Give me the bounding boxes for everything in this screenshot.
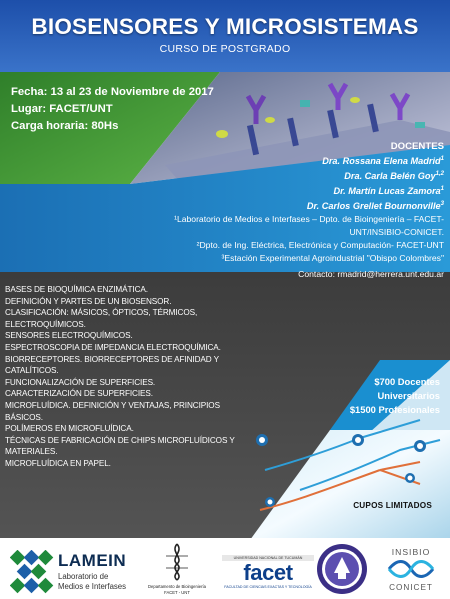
topic-item: MICROFLUÍDICA. DEFINICIÓN Y VENTAJAS, PRINCIPIOS BÁSICOS.: [5, 400, 220, 422]
facet-faculty: FACULTAD DE CIENCIAS EXACTAS Y TECNOLOGÍA: [224, 585, 312, 589]
docente-name: Dra. Carla Belén Goy$^{1,2}$: [344, 171, 444, 182]
course-date: Fecha: 13 al 23 de Noviembre de 2017: [11, 86, 214, 98]
course-info: [11, 84, 214, 135]
price-profesionales: $1500 Profesionales: [349, 404, 440, 415]
affiliation-2: ²Dpto. de Ing. Eléctrica, Electrónica y Computación- FACET-UNT: [196, 240, 444, 251]
topic-item: CLASIFICACIÓN: MÁSICOS, ÓPTICOS, TÉRMICOS, ELECTROQUÍMICOS.: [5, 308, 198, 329]
course-title: BIOSENSORES Y MICROSISTEMAS: [31, 14, 419, 39]
topic-item: BIORRECEPTORES. BIORRECEPTORES DE AFINIDAD Y CATALÍTICOS.: [5, 354, 219, 376]
course-location: Lugar: FACET/UNT: [11, 103, 113, 115]
topic-item: ESPECTROSCOPIA DE IMPEDANCIA ELECTROQUÍMICA.: [5, 342, 221, 352]
conicet-logo: CONICET: [389, 583, 433, 592]
conicet-logo-icon: [387, 559, 435, 579]
course-hours: Carga horaria: 80Hs: [11, 120, 119, 132]
price-docentes-sub: Universitarios: [377, 390, 440, 401]
affiliation-3: ³Estación Experimental Agroindustrial "Obispo Colombres": [221, 253, 444, 264]
limited-spots: CUPOS LIMITADOS: [353, 501, 432, 510]
logo-strip: [0, 538, 450, 599]
topic-item: FUNCIONALIZACIÓN DE SUPERFICIES.: [5, 377, 156, 387]
lamein-logo-icon: [10, 550, 54, 594]
topic-item: SENSORES ELECTROQUÍMICOS.: [5, 331, 133, 341]
topics-list: [5, 284, 237, 470]
course-subtitle: CURSO DE POSTGRADO: [159, 43, 291, 55]
bioengineering-dept-name: Departamento de Bioingeniería FACET - UNT: [148, 584, 206, 595]
docente-name: Dr. Carlos Grellet Bournonville$^3$: [306, 201, 444, 212]
lamein-name: LAMEIN: [58, 551, 127, 570]
docente-name: Dr. Martín Lucas Zamora$^1$: [333, 186, 444, 197]
topic-item: BASES DE BIOQUÍMICA ENZIMÁTICA.: [5, 285, 148, 294]
bioengineering-dept-logo-icon: [160, 542, 194, 582]
docentes-section: [144, 140, 444, 282]
docentes-heading: DOCENTES: [390, 141, 444, 152]
contact-email[interactable]: Contacto: rmadrid@herrera.unt.edu.ar: [298, 269, 444, 280]
insibio-logo: INSIBIO: [391, 547, 431, 557]
lamein-subtitle: Laboratorio de Medios e Interfases: [58, 572, 127, 591]
facet-logo: facet: [243, 560, 293, 585]
topic-item: DEFINICIÓN Y PARTES DE UN BIOSENSOR.: [5, 296, 172, 306]
topic-item: TÉCNICAS DE FABRICACIÓN DE CHIPS MICROFLUÍDICOS Y MATERIALES.: [5, 435, 235, 457]
topic-item: POLÍMEROS EN MICROFLUÍDICA.: [5, 424, 134, 434]
topic-item: MICROFLUÍDICA EN PAPEL.: [5, 458, 111, 468]
affiliation-1: ¹Laboratorio de Medios e Interfases – Dpto. de Bioingeniería – FACET-UNT/INSIBIO-CONICET.: [174, 214, 444, 238]
university-seal-icon: [316, 543, 368, 595]
pricing: [330, 375, 440, 417]
topic-item: CARACTERIZACIÓN DE SUPERFICIES.: [5, 389, 153, 399]
price-docentes: $700 Docentes: [374, 376, 440, 387]
docente-name: Dra. Rossana Elena Madrid$^1$: [322, 156, 444, 167]
facet-university: UNIVERSIDAD NACIONAL DE TUCUMÁN: [222, 555, 314, 561]
